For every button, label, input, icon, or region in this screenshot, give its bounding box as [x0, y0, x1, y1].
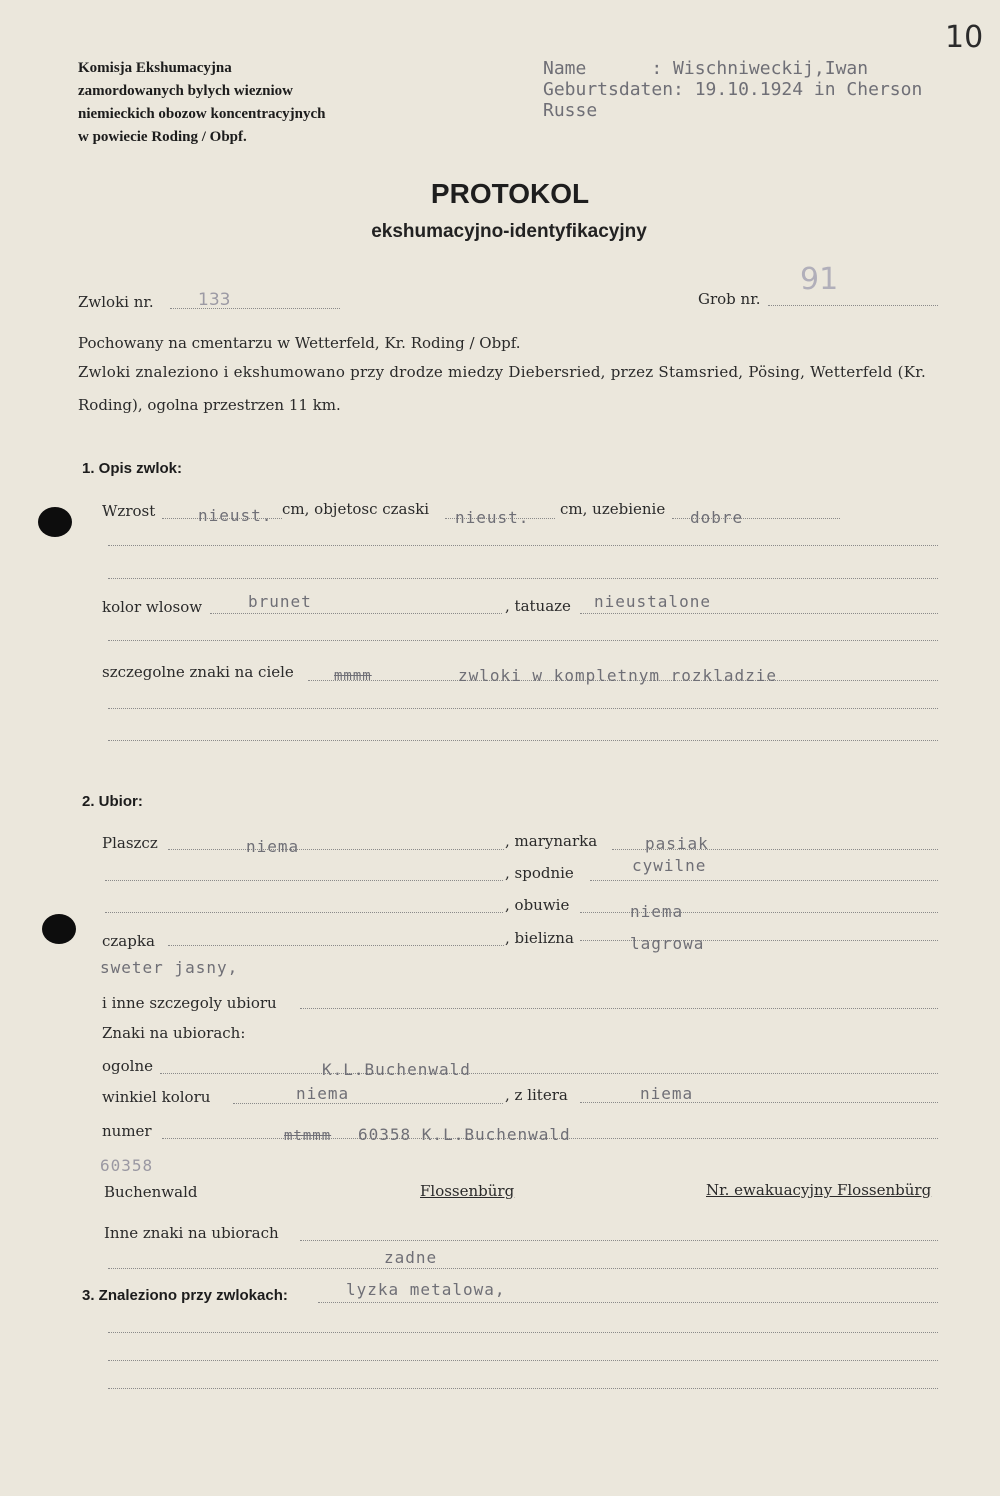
document-title: PROTOKOL — [430, 178, 590, 209]
shoes-value: niema — [630, 902, 684, 921]
typed-nationality-line: Russe — [543, 100, 598, 121]
evacuation-number-label: Nr. ewakuacyjny Flossenbürg — [706, 1181, 932, 1199]
page-number: 10 — [945, 20, 984, 55]
commission-line-2: zamordowanych bylych wiezniow — [78, 83, 293, 99]
commission-line-3: niemieckich obozow koncentracyjnych — [78, 106, 326, 122]
hair-color-label: kolor wlosow — [102, 598, 203, 616]
section-3-heading: 3. Znaleziono przy zwlokach: — [82, 1287, 288, 1304]
jacket-label: , marynarka — [505, 832, 598, 850]
height-value: nieust. — [198, 506, 273, 525]
letter-label: , z litera — [505, 1086, 568, 1104]
found-items-value: lyzka metalowa, — [346, 1280, 506, 1299]
tattoo-value: nieustalone — [594, 592, 711, 611]
found-text-line-2: Roding), ogolna przestrzen 11 km. — [78, 396, 341, 414]
punch-hole-bottom — [42, 914, 76, 944]
jacket-value: pasiak — [645, 834, 709, 853]
other-clothing-marks-value: zadne — [384, 1248, 438, 1267]
general-marks-value: K.L.Buchenwald — [322, 1060, 471, 1079]
clothing-marks-label: Znaki na ubiorach: — [102, 1024, 246, 1042]
sweater-value: sweter jasny, — [100, 958, 239, 977]
body-number-value: 133 — [198, 290, 231, 310]
trousers-value: cywilne — [632, 856, 707, 875]
body-marks-label: szczegolne znaki na ciele — [102, 663, 294, 681]
punch-hole-top — [38, 507, 72, 537]
body-marks-value: zwloki w kompletnym rozkladzie — [458, 666, 777, 685]
typed-birthdate-line: Geburtsdaten: 19.10.1924 in Cherson — [543, 79, 923, 100]
number-handwritten: 60358 — [100, 1156, 154, 1175]
commission-line-1: Komisja Ekshumacyjna — [78, 60, 232, 76]
burial-text: Pochowany na cmentarzu w Wetterfeld, Kr. Roding / Obpf. — [78, 334, 521, 352]
body-marks-struck: mmmm — [334, 668, 372, 684]
other-details-label: i inne szczegoly ubioru — [102, 994, 277, 1012]
commission-line-4: w powiecie Roding / Obpf. — [78, 129, 247, 145]
underwear-label: , bielizna — [505, 929, 574, 947]
teeth-value: dobre — [690, 508, 744, 527]
grave-number-value: 91 — [800, 262, 839, 297]
shoes-label: , obuwie — [505, 896, 570, 914]
number-struck: mtmmm — [284, 1128, 332, 1144]
number-label: numer — [102, 1122, 152, 1140]
underwear-value: lagrowa — [630, 934, 705, 953]
skull-unit-teeth-label: cm, uzebienie — [560, 500, 666, 518]
flossenburg-label: Flossenbürg — [420, 1182, 515, 1200]
typed-name-line: Name : Wischniweckij,Iwan — [543, 58, 869, 79]
letter-value: niema — [640, 1084, 694, 1103]
tattoo-label: , tatuaze — [505, 597, 571, 615]
hair-color-value: brunet — [248, 592, 312, 611]
skull-value: nieust. — [455, 508, 530, 527]
other-clothing-marks-label: Inne znaki na ubiorach — [104, 1224, 279, 1242]
cap-label: czapka — [102, 932, 155, 950]
height-unit-skull-label: cm, objetosc czaski — [282, 500, 430, 518]
section-2-heading: 2. Ubior: — [82, 793, 143, 810]
grave-number-label: Grob nr. — [698, 290, 761, 308]
buchenwald-label: Buchenwald — [104, 1183, 198, 1201]
coat-label: Plaszcz — [102, 834, 158, 852]
number-value: 60358 K.L.Buchenwald — [358, 1125, 571, 1144]
document-subtitle: ekshumacyjno-identyfikacyjny — [371, 221, 647, 242]
general-marks-label: ogolne — [102, 1057, 153, 1075]
found-text-line-1: Zwloki znaleziono i ekshumowano przy drodze miedzy Diebersried, przez Stamsried, Pösing, Wetterfeld (Kr. — [78, 363, 927, 381]
coat-value: niema — [246, 837, 300, 856]
triangle-color-value: niema — [296, 1084, 350, 1103]
trousers-label: , spodnie — [505, 864, 574, 882]
triangle-color-label: winkiel koloru — [102, 1088, 211, 1106]
height-label: Wzrost — [102, 502, 156, 520]
body-number-label: Zwloki nr. — [78, 293, 154, 311]
section-1-heading: 1. Opis zwlok: — [82, 460, 183, 477]
